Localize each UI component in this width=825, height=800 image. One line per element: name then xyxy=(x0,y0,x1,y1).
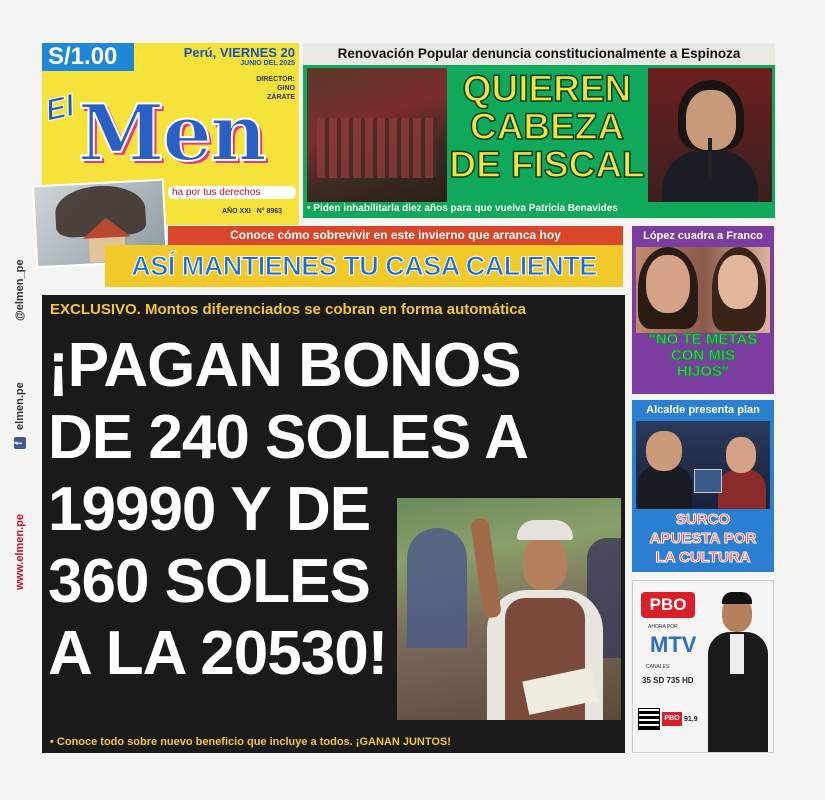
main-headline-line: ¡PAGAN BONOS xyxy=(48,331,521,400)
congress-photo xyxy=(307,68,447,202)
year-label: AÑO XXI xyxy=(222,208,251,215)
prosecutor-photo xyxy=(648,68,772,202)
main-headline xyxy=(48,330,608,690)
main-headline-line: DE 240 SOLES A xyxy=(48,403,528,472)
main-headline-line: A LA 20530! xyxy=(48,619,388,688)
issue-info xyxy=(222,208,297,215)
qr-code-icon xyxy=(638,708,660,730)
pbo-ahora: AHORA POR xyxy=(648,624,678,630)
director-name: GINO xyxy=(277,85,295,92)
lopez-header: López cuadra a Franco xyxy=(632,226,774,246)
political-headline-line: DE FISCAL xyxy=(449,144,645,185)
mayor-photo xyxy=(636,421,770,509)
mtv-logo: MTV xyxy=(650,632,697,657)
facebook-text: elmen.pe xyxy=(14,382,26,431)
main-headline-line: 360 SOLES xyxy=(48,547,370,616)
political-header: Renovación Popular denuncia constitucionalmente a Espinoza xyxy=(303,43,775,65)
quote-line: HIJOS" xyxy=(676,363,730,380)
facebook-handle[interactable] xyxy=(14,382,26,453)
price-badge: S/1.00 xyxy=(42,43,134,71)
pbo-radio-logo: PBO xyxy=(662,712,682,726)
lopez-quote xyxy=(636,332,770,380)
casa-headline[interactable]: ASÍ MANTIENES TU CASA CALIENTE xyxy=(105,245,623,287)
surco-line: SURCO xyxy=(675,511,731,528)
website-url[interactable]: www.elmen.pe xyxy=(14,513,26,590)
surco-header: Alcalde presenta plan xyxy=(646,404,760,416)
date-line: Perú, VIERNES 20 xyxy=(183,45,295,60)
political-subhead: • Piden inhabilitarla diez años para que vuelva Patricia Benavides xyxy=(307,203,618,214)
two-women-photo xyxy=(636,247,770,333)
logo-men: Men xyxy=(78,88,265,179)
political-headline-line: CABEZA xyxy=(469,106,625,147)
side-social-strip xyxy=(8,260,32,590)
issue-number: N° 8963 xyxy=(256,208,283,215)
surco-line: APUESTA POR xyxy=(649,530,757,547)
pbo-logo: PBO xyxy=(641,592,695,618)
surco-line: LA CULTURA xyxy=(655,549,751,566)
director-label: DIRECTOR: xyxy=(256,76,295,83)
casa-kicker: Conoce cómo sobrevivir en este invierno que arranca hoy xyxy=(168,226,623,245)
logo-el: El xyxy=(42,89,78,128)
date-month: JUNIO DEL 2025 xyxy=(240,60,295,67)
slogan: ha por tus derechos xyxy=(168,186,296,199)
quote-line: CON MIS xyxy=(670,347,736,364)
host-photo xyxy=(704,588,770,752)
quote-line: "NO TE METAS xyxy=(648,331,758,348)
instagram-handle[interactable]: @elmen_pe xyxy=(14,260,26,322)
surco-headline xyxy=(636,510,770,567)
main-footer: • Conoce todo sobre nuevo beneficio que incluye a todos. ¡GANAN JUNTOS! xyxy=(50,736,451,748)
pbo-frequency: 91.9 xyxy=(684,716,698,723)
facebook-icon: f xyxy=(14,437,26,449)
pbo-channels: 35 SD 735 HD xyxy=(642,676,694,685)
political-headline xyxy=(446,70,648,184)
director-surname: ZÁRATE xyxy=(267,94,295,101)
political-headline-line: QUIEREN xyxy=(462,68,632,109)
main-kicker: EXCLUSIVO. Montos diferenciados se cobran en forma automática xyxy=(50,301,526,318)
main-headline-line: 19990 Y DE xyxy=(48,475,371,544)
pbo-canal: CANALES xyxy=(646,664,670,670)
